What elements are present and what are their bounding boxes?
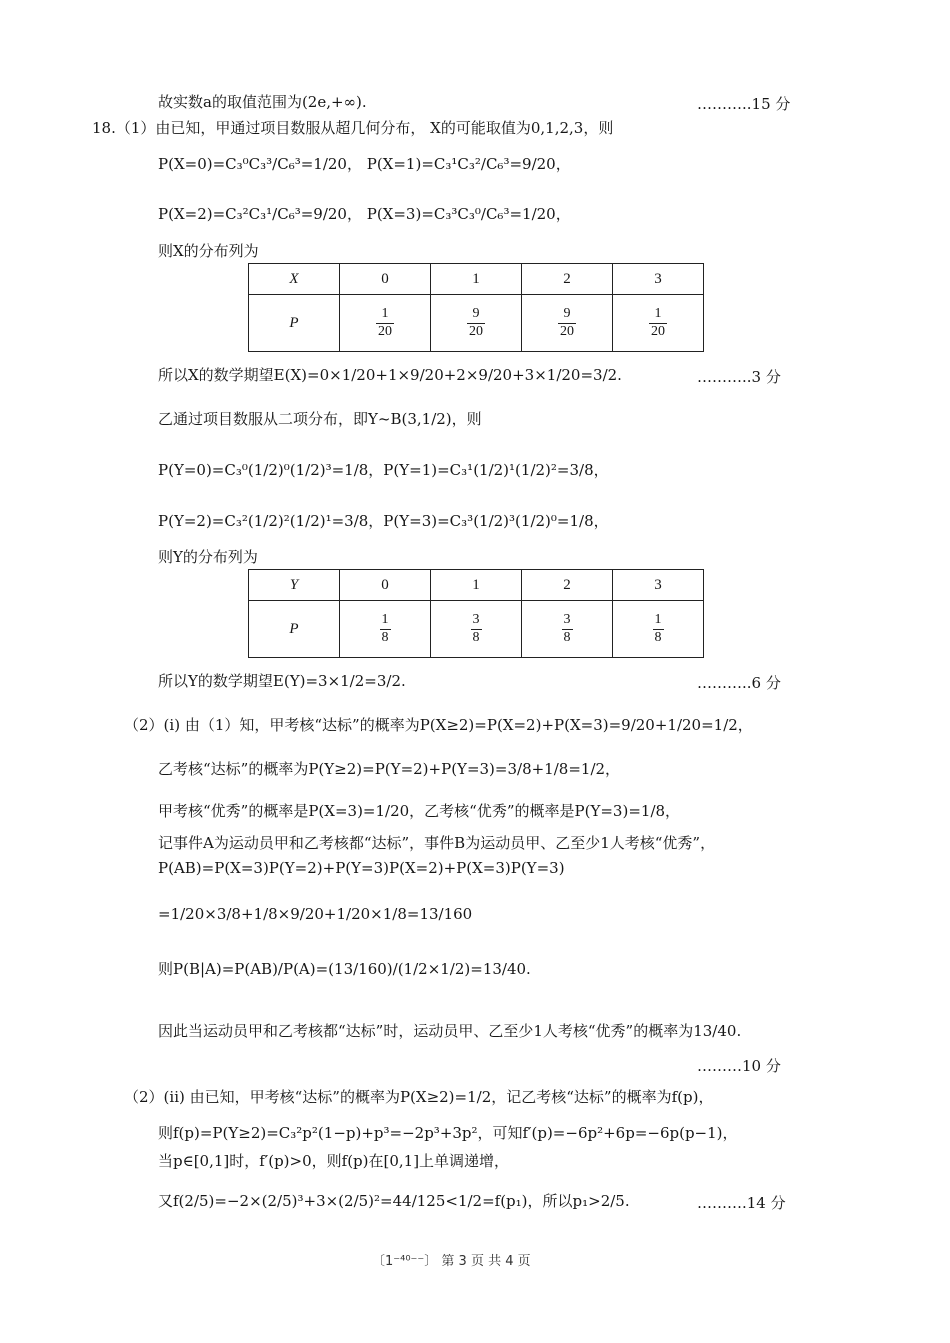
y-prob-denominator: 8 (563, 629, 571, 645)
ey-line: 所以Y的数学期望E(Y)=3×1/2=3/2. (158, 672, 406, 690)
pab-value-line: =1/20×3/8+1/8×9/20+1/20×1/8=13/160 (158, 905, 473, 923)
x-table-prob-cell (613, 295, 704, 352)
table-row (249, 264, 704, 295)
x-prob-numerator: 1 (381, 306, 389, 322)
score-3: ………..3 分 (697, 368, 781, 386)
conditional-prob-line: 则P(B|A)=P(AB)/P(A)=(13/160)/(1/2×1/2)=13/40. (158, 960, 531, 978)
y-table-prob-label: P (249, 601, 340, 658)
y-prob-denominator: 8 (654, 629, 662, 645)
monotonic-line: 当p∈[0,1]时，f′(p)>0，则f(p)在[0,1]上单调递增， (158, 1152, 510, 1170)
fp-line: 则f(p)=P(Y≥2)=C₃²p²(1−p)+p³=−2p³+3p²，可知f′(p)=−6p²+6p=−6p(p−1)， (158, 1124, 738, 1142)
x-table-header-value: 2 (522, 264, 613, 295)
range-conclusion-line: 故实数a的取值范围为(2e,+∞). (158, 93, 367, 111)
score-10: ………10 分 (697, 1057, 781, 1075)
px-23-line: P(X=2)=C₃²C₃¹/C₆³=9/20， P(X=3)=C₃³C₃⁰/C₆³=1/20， (158, 205, 571, 223)
x-prob-denominator: 20 (469, 323, 483, 339)
pab-formula-line: P(AB)=P(X=3)P(Y=2)+P(Y=3)P(X=2)+P(X=3)P(Y=3) (158, 859, 565, 877)
conclusion-line: 因此当运动员甲和乙考核都“达标”时，运动员甲、乙至少1人考核“优秀”的概率为13/40. (158, 1022, 742, 1040)
py-23-line: P(Y=2)=C₃²(1/2)²(1/2)¹=3/8，P(Y=3)=C₃³(1/2)³(1/2)⁰=1/8， (158, 512, 609, 530)
final-compare-line: 又f(2/5)=−2×(2/5)³+3×(2/5)²=44/125<1/2=f(p₁)，所以p₁>2/5. (158, 1192, 630, 1210)
x-table-header-label: X (249, 264, 340, 295)
x-prob-numerator: 1 (654, 306, 662, 322)
px-01-line: P(X=0)=C₃⁰C₃³/C₆³=1/20， P(X=1)=C₃¹C₃²/C₆³=9/20， (158, 155, 571, 173)
x-prob-numerator: 9 (472, 306, 480, 322)
table-row (249, 295, 704, 352)
event-definition-line: 记事件A为运动员甲和乙考核都“达标”，事件B为运动员甲、乙至少1人考核“优秀”， (158, 834, 716, 852)
x-table-prob-cell (340, 295, 431, 352)
x-table-header-value: 1 (431, 264, 522, 295)
x-prob-denominator: 20 (651, 323, 665, 339)
page-footer: 〔1⁻⁴⁰⁻⁻〕 第 3 页 共 4 页 (372, 1254, 531, 1269)
table-row (249, 570, 704, 601)
excellent-line: 甲考核“优秀”的概率是P(X=3)=1/20，乙考核“优秀”的概率是P(Y=3)=1/8， (158, 802, 681, 820)
y-table-header-value: 1 (431, 570, 522, 601)
y-table-prob-cell (431, 601, 522, 658)
x-prob-denominator: 20 (378, 323, 392, 339)
part2ii-line: （2）(ii) 由已知，甲考核“达标”的概率为P(X≥2)=1/2，记乙考核“达标”的概率为f(p)， (124, 1088, 714, 1106)
x-prob-denominator: 20 (560, 323, 574, 339)
y-prob-denominator: 8 (381, 629, 389, 645)
y-table-prob-cell (522, 601, 613, 658)
y-prob-numerator: 1 (654, 612, 662, 628)
table-row (249, 601, 704, 658)
y-table-header-value: 2 (522, 570, 613, 601)
x-table-prob-cell (522, 295, 613, 352)
ex-line: 所以X的数学期望E(X)=0×1/20+1×9/20+2×9/20+3×1/20=3/2. (158, 366, 622, 384)
q18-intro-line: 18.（1）由已知，甲通过项目数服从超几何分布， X的可能取值为0,1,2,3，则 (92, 119, 614, 137)
y-prob-denominator: 8 (472, 629, 480, 645)
score-6: ………..6 分 (697, 674, 781, 692)
y-table-header-value: 3 (613, 570, 704, 601)
y-table-header-label: Y (249, 570, 340, 601)
y-binomial-line: 乙通过项目数服从二项分布，即Y~B(3,1/2)，则 (158, 410, 482, 428)
x-table-prob-cell (431, 295, 522, 352)
y-distribution-heading: 则Y的分布列为 (158, 548, 258, 566)
y-prob-numerator: 3 (472, 612, 480, 628)
y-table-prob-cell (340, 601, 431, 658)
y-pass-line: 乙考核“达标”的概率为P(Y≥2)=P(Y=2)+P(Y=3)=3/8+1/8=1/2， (158, 760, 621, 778)
y-prob-numerator: 3 (563, 612, 571, 628)
score-14: ……….14 分 (697, 1194, 786, 1212)
part2i-line: （2）(i) 由（1）知，甲考核“达标”的概率为P(X≥2)=P(X=2)+P(X=3)=9/20+1/20=1/2， (124, 716, 753, 734)
x-table-prob-label: P (249, 295, 340, 352)
x-table-header-value: 0 (340, 264, 431, 295)
y-prob-numerator: 1 (381, 612, 389, 628)
score-15: ………..15 分 (697, 95, 791, 113)
x-distribution-table (248, 263, 704, 352)
x-prob-numerator: 9 (563, 306, 571, 322)
py-01-line: P(Y=0)=C₃⁰(1/2)⁰(1/2)³=1/8，P(Y=1)=C₃¹(1/2)¹(1/2)²=3/8， (158, 461, 609, 479)
y-table-header-value: 0 (340, 570, 431, 601)
x-table-header-value: 3 (613, 264, 704, 295)
x-distribution-heading: 则X的分布列为 (158, 242, 259, 260)
y-table-prob-cell (613, 601, 704, 658)
y-distribution-table (248, 569, 704, 658)
